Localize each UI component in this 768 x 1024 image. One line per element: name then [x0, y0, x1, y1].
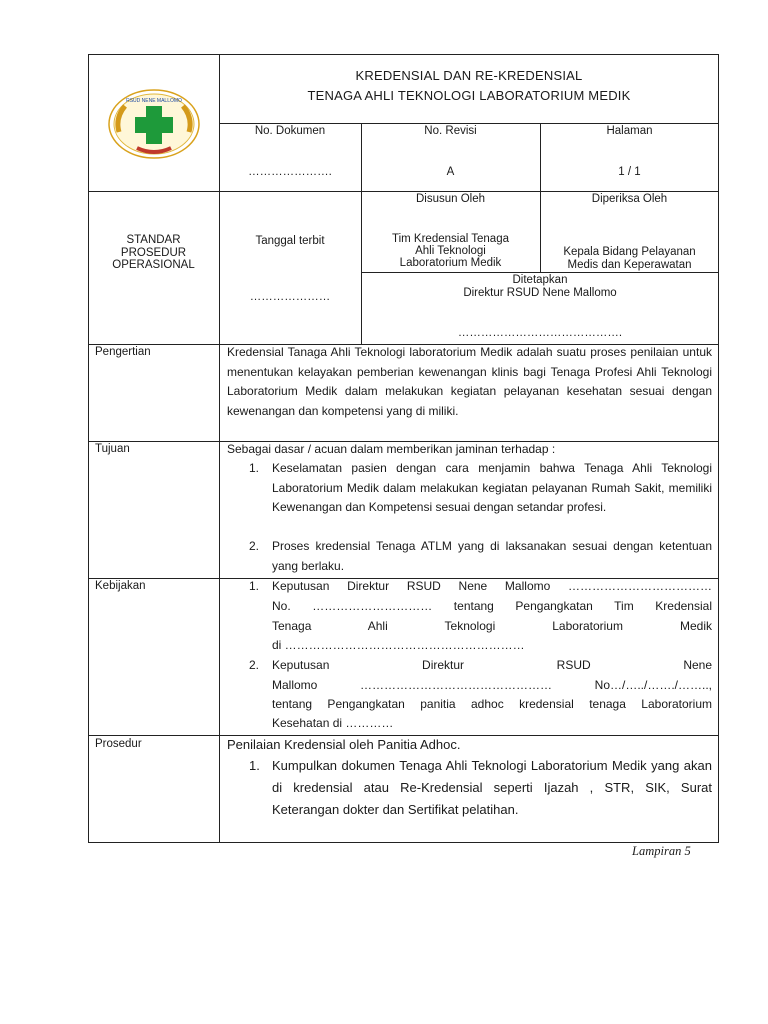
- prosedur-label: Prosedur: [95, 738, 142, 750]
- sop-label: STANDAR PROSEDUR OPERASIONAL: [112, 234, 195, 271]
- disusun-oleh-name: Tim Kredensial Tenaga Ahli Teknologi Laboratorium Medik: [392, 233, 509, 269]
- divider: [219, 344, 220, 843]
- ditetapkan-signature-line: …………………………………….: [457, 327, 623, 339]
- tujuan-item-number: 2.: [249, 539, 260, 553]
- tanggal-terbit-value: …………………: [249, 291, 331, 303]
- diperiksa-oleh-label: Diperiksa Oleh: [591, 193, 668, 205]
- halaman-label: Halaman: [606, 125, 653, 137]
- hospital-logo: [107, 88, 201, 160]
- prosedur-item-number: 1.: [249, 758, 260, 773]
- kebijakan-item-line: No. ………………………… tentang Pengangkatan Tim Kredensial: [272, 599, 712, 613]
- tujuan-item-number: 1.: [249, 461, 260, 475]
- ditetapkan-label: Ditetapkan: [512, 274, 568, 286]
- ditetapkan-name: Direktur RSUD Nene Mallomo: [463, 287, 617, 299]
- tujuan-item: Keselamatan pasien dengan cara menjamin bahwa Tenaga Ahli Teknologi Laboratorium Medik dalam melakukan kegiatan pelayanan Rumah Sakit, memiliki Kewenangan dan Kompetensi sesuai dengan setandar profesi.: [272, 461, 712, 514]
- kebijakan-item-line: di ……………………………………………………: [272, 638, 525, 652]
- divider: [88, 735, 719, 736]
- no-dokumen-label: No. Dokumen: [254, 125, 326, 137]
- kebijakan-item-line: Keputusan Direktur RSUD Nene: [272, 658, 712, 672]
- no-revisi-label: No. Revisi: [424, 125, 477, 137]
- kebijakan-item-number: 2.: [249, 658, 260, 672]
- pengertian-label: Pengertian: [95, 346, 151, 358]
- kebijakan-item-line: Tenaga Ahli Teknologi Laboratorium Medik: [272, 619, 712, 633]
- svg-text:RSUD NENE MALLOMO: RSUD NENE MALLOMO: [126, 98, 182, 104]
- disusun-oleh-label: Disusun Oleh: [415, 193, 486, 205]
- kebijakan-item-line: Kesehatan di …………: [272, 716, 394, 730]
- kebijakan-label: Kebijakan: [95, 580, 146, 592]
- no-revisi-value: A: [446, 166, 455, 178]
- halaman-value: 1 / 1: [618, 166, 641, 178]
- kebijakan-item-line: tentang Pengangkatan panitia adhoc kredensial tenaga Laboratorium: [272, 697, 712, 711]
- diperiksa-oleh-name: Kepala Bidang Pelayanan Medis dan Keperawatan: [563, 246, 696, 271]
- pengertian-text: Kredensial Tanaga Ahli Teknologi laboratorium Medik adalah suatu proses penilaian untuk menentukan kelayakan pemberian kewenangan klinis bagi Tenaga Profesi Ahli Teknologi Laboratorium Medik dalam melakukan kegiatan pelayanan kesehatan sesuai dengan kewenangan dan kompetensi yang di miliki.: [227, 345, 712, 418]
- lampiran-label: Lampiran 5: [632, 844, 691, 858]
- kebijakan-item-line: Mallomo ………………………………………… No…/…../……./……..,: [272, 678, 712, 692]
- tujuan-item: Proses kredensial Tenaga ATLM yang di laksanakan sesuai dengan ketentuan yang berlaku.: [272, 539, 712, 573]
- kebijakan-item-number: 1.: [249, 579, 260, 593]
- tanggal-terbit-label: Tanggal terbit: [255, 235, 325, 247]
- prosedur-item: Kumpulkan dokumen Tenaga Ahli Teknologi Laboratorium Medik yang akan di kredensial atau Re-Kredensial seperti Ijazah , STR, SIK, Surat Keterangan dokter dan Sertifikat pelatihan.: [272, 758, 712, 817]
- no-dokumen-value: ………………….: [248, 166, 332, 178]
- document-title-line1: KREDENSIAL DAN RE-KREDENSIAL: [355, 68, 583, 83]
- kebijakan-item-line: Keputusan Direktur RSUD Nene Mallomo ………………………………: [272, 579, 712, 593]
- tujuan-intro: Sebagai dasar / acuan dalam memberikan jaminan terhadap :: [227, 442, 556, 456]
- tujuan-label: Tujuan: [95, 443, 130, 455]
- document-title-line2: TENAGA AHLI TEKNOLOGI LABORATORIUM MEDIK: [307, 88, 631, 103]
- prosedur-intro: Penilaian Kredensial oleh Panitia Adhoc.: [227, 737, 461, 752]
